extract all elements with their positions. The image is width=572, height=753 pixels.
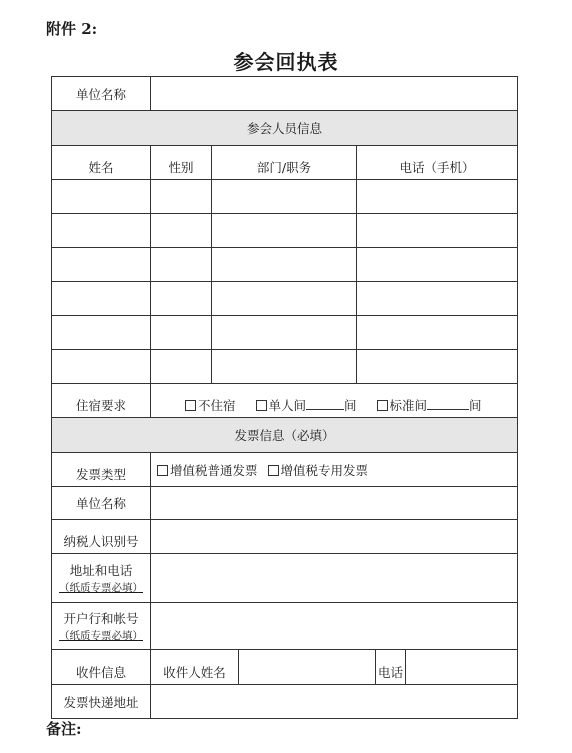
attendee-gender-cell[interactable] (151, 180, 212, 214)
col-header-dept: 部门/职务 (212, 146, 357, 180)
attendee-row (52, 180, 518, 214)
lodging-label: 住宿要求 (52, 384, 151, 418)
attendee-gender-cell[interactable] (151, 248, 212, 282)
attendee-gender-cell[interactable] (151, 214, 212, 248)
lodging-options (151, 384, 518, 418)
invoice-type-special-option[interactable]: 增值税专用发票 (268, 463, 369, 478)
attendee-row (52, 350, 518, 384)
recipient-phone-field[interactable] (406, 650, 518, 685)
bank-account-row (52, 603, 518, 650)
attendee-row (52, 248, 518, 282)
attendee-dept-cell[interactable] (212, 180, 357, 214)
col-header-phone: 电话（手机） (357, 146, 518, 180)
recipient-phone-label: 电话 (376, 650, 406, 685)
invoice-type-options (151, 453, 518, 487)
attendee-dept-cell[interactable] (212, 248, 357, 282)
col-header-gender: 性别 (151, 146, 212, 180)
attendee-name-cell[interactable] (52, 282, 151, 316)
standard-room-count-field[interactable] (427, 398, 469, 410)
taxpayer-id-label: 纳税人识别号 (52, 520, 151, 554)
delivery-address-row (52, 685, 518, 719)
no-stay-option[interactable]: 不住宿 (185, 398, 236, 413)
checkbox-icon[interactable] (268, 465, 279, 476)
checkbox-icon[interactable] (256, 400, 267, 411)
attendee-gender-cell[interactable] (151, 282, 212, 316)
attendee-name-cell[interactable] (52, 248, 151, 282)
invoice-section-row (52, 418, 518, 453)
attendee-phone-cell[interactable] (357, 214, 518, 248)
invoice-unit-row (52, 487, 518, 520)
lodging-row (52, 384, 518, 418)
attendee-dept-cell[interactable] (212, 350, 357, 384)
attendee-phone-cell[interactable] (357, 248, 518, 282)
bank-account-field[interactable] (151, 603, 518, 650)
checkbox-icon[interactable] (185, 400, 196, 411)
attendee-phone-cell[interactable] (357, 350, 518, 384)
attendee-dept-cell[interactable] (212, 282, 357, 316)
bank-account-label: 开户行和帐号 (63, 611, 139, 626)
address-phone-label-cell (52, 554, 151, 603)
taxpayer-id-row (52, 520, 518, 554)
address-phone-label: 地址和电话 (69, 563, 133, 578)
attendee-section-row (52, 111, 518, 146)
address-phone-row (52, 554, 518, 603)
page-title: 参会回执表 (233, 50, 339, 74)
single-room-count-field[interactable] (306, 398, 344, 410)
standard-room-option[interactable]: 标准间 间 (377, 398, 482, 413)
attendee-name-cell[interactable] (52, 350, 151, 384)
invoice-type-row (52, 453, 518, 487)
remark-label: 备注: (46, 720, 82, 738)
attendee-dept-cell[interactable] (212, 214, 357, 248)
registration-form-table (51, 76, 518, 719)
delivery-address-label: 发票快递地址 (52, 685, 151, 719)
single-room-option[interactable]: 单人间 间 (256, 398, 357, 413)
unit-name-label: 单位名称 (52, 77, 151, 111)
recipient-row (52, 650, 518, 685)
invoice-type-label: 发票类型 (52, 453, 151, 487)
col-header-name: 姓名 (52, 146, 151, 180)
recipient-name-label: 收件人姓名 (151, 650, 239, 685)
attendee-gender-cell[interactable] (151, 316, 212, 350)
attendee-name-cell[interactable] (52, 316, 151, 350)
recipient-info-label: 收件信息 (52, 650, 151, 685)
recipient-name-field[interactable] (239, 650, 376, 685)
checkbox-icon[interactable] (157, 465, 168, 476)
bank-account-note: （纸质专票必填） (59, 630, 143, 642)
taxpayer-id-field[interactable] (151, 520, 518, 554)
invoice-type-normal-option[interactable]: 增值税普通发票 (157, 463, 258, 478)
delivery-address-field[interactable] (151, 685, 518, 719)
attendee-section-title: 参会人员信息 (52, 111, 518, 146)
attachment-label: 附件 2: (46, 20, 98, 38)
attendee-header-row (52, 146, 518, 180)
attendee-phone-cell[interactable] (357, 282, 518, 316)
unit-name-row (52, 77, 518, 111)
checkbox-icon[interactable] (377, 400, 388, 411)
address-phone-note: （纸质专票必填） (59, 582, 143, 594)
attendee-name-cell[interactable] (52, 180, 151, 214)
attendee-row (52, 316, 518, 350)
address-phone-field[interactable] (151, 554, 518, 603)
attendee-row (52, 214, 518, 248)
attendee-row (52, 282, 518, 316)
bank-account-label-cell (52, 603, 151, 650)
invoice-section-title: 发票信息（必填） (52, 418, 518, 453)
attendee-dept-cell[interactable] (212, 316, 357, 350)
attendee-gender-cell[interactable] (151, 350, 212, 384)
attendee-phone-cell[interactable] (357, 180, 518, 214)
unit-name-field[interactable] (151, 77, 518, 111)
invoice-unit-name-field[interactable] (151, 487, 518, 520)
invoice-unit-name-label: 单位名称 (52, 487, 151, 520)
attendee-name-cell[interactable] (52, 214, 151, 248)
attendee-phone-cell[interactable] (357, 316, 518, 350)
